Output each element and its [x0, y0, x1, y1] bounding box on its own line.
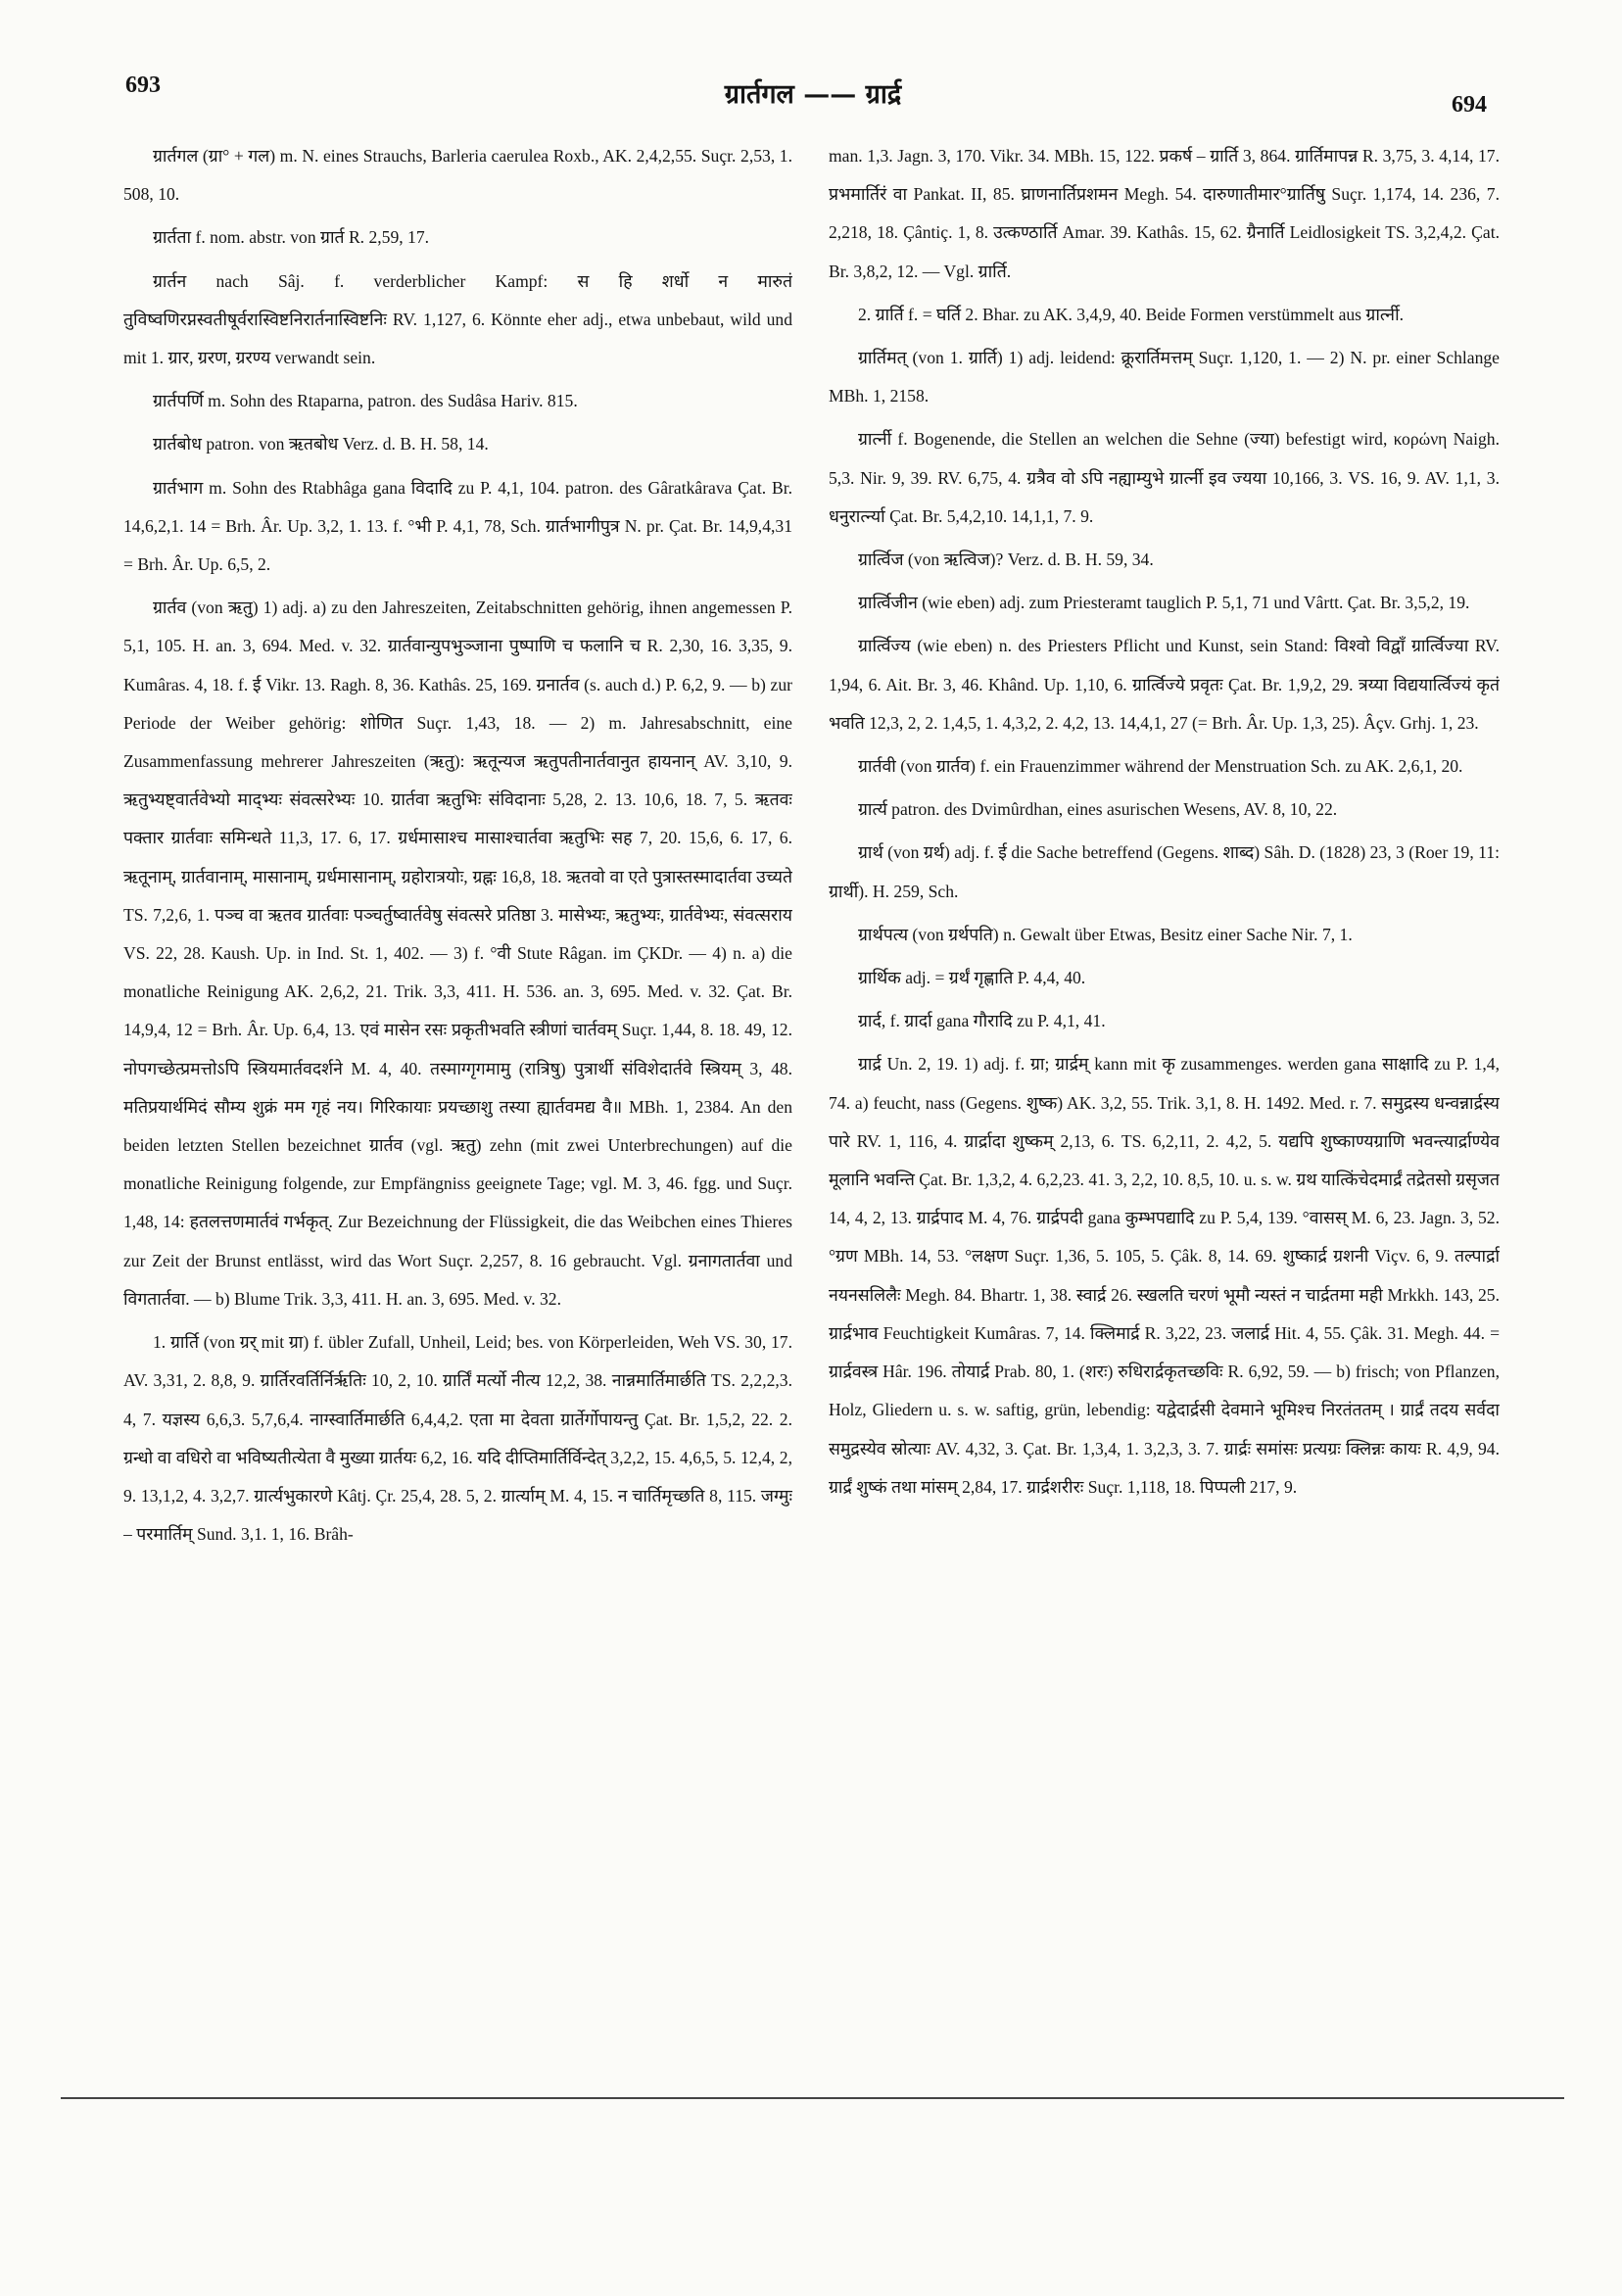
entry-paragraph: ग्रार्तता f. nom. abstr. von ग्रार्त R. 2,59, 17. — [153, 227, 430, 248]
entry-paragraph: man. 1,3. Jagn. 3, 170. Vikr. 34. MBh. 15, 122. प्रकर्ष – ग्रार्ति 3, 864. ग्रार्तिमापन्न R. 3,75, 3. 4,14, 17. प्रभमार्तिरं वा Pankat. II, 85. घ्राणनार्तिप्रशमन Megh. 54. दारुणातीमार°ग्रार्तिषु Suçr. 1,174, 14. 236, 7. 2,218, 18. Çântiç. 1, 8. उत्कण्ठार्ति Amar. 39. Kathâs. 15, 62. ग्रैनार्ति Leidlosigkeit TS. 3,2,4,2. Çat. Br. 3,8,2, 12. — Vgl. ग्रार्ति. — [829, 146, 1500, 281]
left-column — [123, 137, 792, 1959]
entry-paragraph: ग्रार्त्विज (von ऋत्विज)? Verz. d. B. H. 59, 34. — [858, 550, 1154, 570]
entry-paragraph: ग्रार्तिमत् (von 1. ग्रार्ति) 1) adj. leidend: क्रूरार्तिमत्तम् Suçr. 1,120, 1. — 2) N. pr. einer Schlange MBh. 1, 2158. — [829, 348, 1500, 407]
entry-paragraph: ग्रार्त्य patron. des Dvimûrdhan, eines asurischen Wesens, AV. 8, 10, 22. — [858, 799, 1338, 820]
entry-paragraph: ग्रार्तव (von ऋतु) 1) adj. a) zu den Jahreszeiten, Zeitabschnitten gehörig, ihnen angemessen P. 5,1, 105. H. an. 3, 694. Med. v. 32. ग्रार्तवान्युपभुञ्जाना पुष्पाणि च फलानि च R. 2,30, 16. 3,35, 9. Kumâras. 4, 18. f. ई Vikr. 13. Ragh. 8, 36. Kathâs. 25, 169. ग्रनार्तव (s. auch d.) P. 6,2, 9. — b) zur Periode der Weiber gehörig: शोणित Suçr. 1,43, 18. — 2) m. Jahresabschnitt, eine Zusammenfassung mehrerer Jahreszeiten (ऋतु): ऋतून्यज ऋतुपतीनार्तवानुत हायनान् AV. 3,10, 9. ऋतुभ्यष्ट्वार्तवेभ्यो माद्भ्यः संवत्सरेभ्यः 10. ग्रार्तवा ऋतुभिः संविदानाः 5,28, 2. 13. 10,6, 18. 7, 5. ऋतवः पक्तार ग्रार्तवाः समिन्धते 11,3, 17. 6, 17. ग्रर्धमासाश्च मासाश्चार्तवा ऋतुभिः सह 7, 20. 15,6, 6. 17, 6. ऋतूनाम्, ग्रार्तवानाम्, मासानाम्, ग्रर्धमासानाम्, ग्रहोरात्रयोः, ग्रह्नः 16,8, 18. ऋतवो वा एते पुत्रास्तस्मादार्तवा उच्यते TS. 7,2,6, 1. पञ्च वा ऋतव ग्रार्तवाः पञ्चर्तुष्वार्तवेषु संवत्सरे प्रतिष्ठा 3. मासेभ्यः, ऋतुभ्यः, ग्रार्तवेभ्यः, संवत्सराय VS. 22, 28. Kaush. Up. in Ind. St. 1, 402. — 3) f. °वी Stute Râgan. im ÇKDr. — 4) n. a) die monatliche Reinigung AK. 2,6,2, 21. Trik. 3,3, 411. H. 536. an. 3, 695. Med. v. 32. Çat. Br. 14,9,4, 12 = Brh. Âr. Up. 6,4, 13. एवं मासेन रसः प्रकृतीभवति स्त्रीणां चार्तवम् Suçr. 1,44, 8. 18. 49, 12. नोपगच्छेत्प्रमत्तोऽपि स्त्रियमार्तवदर्शने M. 4, 40. तस्माग्गृगमामु (रात्रिषु) पुत्रार्थी संविशेदार्तवे स्त्रियम् 3, 48. मतिप्रयार्थमिदं सौम्य शुक्रं मम गृहं नय। गिरिकायाः प्रयच्छाशु तस्या ह्यार्तवमद्य वै॥ MBh. 1, 2384. An den beiden letzten Stellen bezeichnet ग्रार्तव (vgl. ऋतु) zehn (mit zwei Unterbrechungen) auf die monatliche Reinigung folgende, zur Empfängniss geeignete Tage; vgl. M. 3, 46. fgg. und Suçr. 1,48, 14: हतलत्तणमार्तवं गर्भकृत्. Zur Bezeichnung der Flüssigkeit, die das Weibchen eines Thieres zur Zeit der Brunst entlässt, wird das Wort Suçr. 2,257, 8. 16 gebraucht. Vgl. ग्रनागतार्तवा und विगतार्तवा. — b) Blume Trik. 3,3, 411. H. an. 3, 695. Med. v. 32. — [123, 598, 792, 1309]
entry-paragraph: ग्रार्तपर्णि m. Sohn des Rtaparna, patron. des Sudâsa Hariv. 815. — [153, 391, 578, 411]
page-number-right: 694 — [1452, 92, 1487, 118]
page-number-left: 693 — [125, 72, 161, 98]
entry-paragraph: ग्रार्थिक adj. = ग्रर्थं गृह्णाति P. 4,4, 40. — [858, 968, 1086, 988]
entry-paragraph: ग्रार्त्विजीन (wie eben) adj. zum Priesteramt tauglich P. 5,1, 71 und Vârtt. Çat. Br. 3,5,2, 19. — [858, 593, 1470, 613]
right-column — [829, 137, 1500, 1959]
entry-paragraph: ग्रार्थ (von ग्रर्थ) adj. f. ई die Sache betreffend (Gegens. शाब्द) Sâh. D. (1828) 23, 3 (Roer 19, 11: ग्रार्थी). H. 259, Sch. — [829, 842, 1500, 901]
entry-paragraph: 1. ग्रार्ति (von ग्रर् mit ग्रा) f. übler Zufall, Unheil, Leid; bes. von Körperleiden, Weh VS. 30, 17. AV. 3,31, 2. 8,8, 9. ग्रार्तिरवर्तिर्निर्ऋतिः 10, 2, 10. ग्रार्तिं मर्त्यो नीत्य 12,2, 38. नान्नमार्तिमार्छति TS. 2,2,2,3. 4, 7. यज्ञस्य 6,6,3. 5,7,6,4. नाग्स्वार्तिमार्छति 6,4,4,2. एता मा देवता ग्रार्तेर्गोपायन्तु Çat. Br. 1,5,2, 22. 2. ग्रन्धो वा वधिरो वा भविष्यतीत्येता वै मुख्या ग्रार्तयः 6,2, 16. यदि दीप्तिमार्तिर्विन्देत् 3,2,2, 15. 4,6,5, 5. 12,4, 2, 9. 13,1,2, 4. 3,2,7. ग्रार्त्यभुकारणे Kâtj. Çr. 25,4, 28. 5, 2. ग्रार्त्याम् M. 4, 15. न चार्तिमृच्छति 8, 115. जग्मुः – परमार्तिम् Sund. 3,1. 1, 16. Brâh- — [123, 1332, 792, 1545]
entry-paragraph: ग्रार्तन nach Sâj. f. verderblicher Kampf: स हि शर्धो न मारुतं तुविष्वणिरप्नस्वतीषूर्वरास्विष्टनिरार्तनास्विष्टनिः RV. 1,127, 6. Könnte eher adj., etwa unbebaut, wild und mit 1. ग्रार, ग्ररण, ग्ररण्य verwandt sein. — [123, 270, 792, 368]
entry-paragraph: ग्रार्थपत्य (von ग्रर्थपति) n. Gewalt über Etwas, Besitz einer Sache Nir. 7, 1. — [858, 924, 1353, 944]
entry-paragraph: 2. ग्रार्ति f. = घर्ति 2. Bhar. zu AK. 3,4,9, 40. Beide Formen verstümmelt aus ग्रार्त्नी. — [858, 304, 1405, 324]
entry-paragraph: ग्रार्त्विज्य (wie eben) n. des Priesters Pflicht und Kunst, sein Stand: विश्वो विद्वाँ ग्रार्त्विज्या RV. 1,94, 6. Ait. Br. 3, 46. Khând. Up. 1,10, 6. ग्रार्त्विज्ये प्रवृतः Çat. Br. 1,9,2, 29. त्रय्या विद्ययार्त्विज्यं कृतं भवति 12,3, 2, 2. 1,4,5, 1. 4,3,2, 2. 4,2, 13. 14,4,1, 27 (= Brh. Âr. Up. 1,3, 25). Âçv. Grhj. 1, 23. — [829, 636, 1500, 733]
running-head: ग्रार्तगल —— ग्रार्द्र — [724, 79, 902, 110]
entry-paragraph: ग्रार्द, f. ग्रार्दा gana गौरादि zu P. 4,1, 41. — [858, 1011, 1106, 1031]
entry-paragraph: ग्रार्तबोध patron. von ऋतबोध Verz. d. B. H. 58, 14. — [153, 434, 489, 454]
entry-paragraph: ग्रार्तगल (ग्रा° + गल) m. N. eines Strauchs, Barleria caerulea Roxb., AK. 2,4,2,55. Suçr. 2,53, 1. 508, 10. — [123, 146, 792, 205]
entry-paragraph: ग्रार्तभाग m. Sohn des Rtabhâga gana विदादि zu P. 4,1, 104. patron. des Gâratkârava Çat. Br. 14,6,2,1. 14 = Brh. Âr. Up. 3,2, 1. 13. f. °भी P. 4,1, 78, Sch. ग्रार्तभागीपुत्र N. pr. Çat. Br. 14,9,4,31 = Brh. Âr. Up. 6,5, 2. — [123, 477, 792, 575]
entry-paragraph: ग्रार्तवी (von ग्रार्तव) f. ein Frauenzimmer während der Menstruation Sch. zu AK. 2,6,1, 20. — [858, 756, 1463, 777]
entry-paragraph: ग्रार्द्र Un. 2, 19. 1) adj. f. ग्रा; ग्रार्द्रम् kann mit कृ zusammenges. werden gana साक्षादि zu P. 1,4, 74. a) feucht, nass (Gegens. शुष्क) AK. 3,2, 55. Trik. 3,1, 8. H. 1492. Med. r. 7. समुद्रस्य धन्वन्नार्द्रस्य पारे RV. 1, 116, 4. ग्रार्द्रादा शुष्कम् 2,13, 6. TS. 6,2,11, 2. 4,2, 5. यद्यपि शुष्काण्यग्राणि भवन्त्यार्द्राण्येव मूलानि भवन्ति Çat. Br. 1,3,2, 4. 6,2,23. 41. 3, 2,2, 10. 8,5, 10. u. s. w. ग्रथ यात्किंचेदमार्द्रं तद्रेतसो ग्रसृजत 14, 4, 2, 13. ग्रार्द्रपाद M. 4, 76. ग्रार्द्रपदी gana कुम्भपद्यादि zu P. 5,4, 139. °वासस् M. 6, 23. Jagn. 3, 52. °ग्रण MBh. 14, 53. °लक्षण Suçr. 1,36, 5. 105, 5. Çâk. 8, 14. 69. शुष्कार्द्र ग्रशनी Viçv. 6, 9. तल्पार्द्रा नयनसलिलैः Megh. 84. Bhartr. 1, 38. स्वार्द्र 26. स्खलति चरणं भूमौ न्यस्तं न चार्द्रतमा मही Mrkkh. 143, 25. ग्रार्द्रभाव Feuchtigkeit Kumâras. 7, 14. क्लिमार्द्र R. 3,22, 23. जलार्द्र Hit. 4, 55. Çâk. 31. Megh. 44. = ग्रार्द्रवस्त्र Hâr. 196. तोयार्द्र Prab. 80, 1. (शरः) रुधिरार्द्रकृतच्छविः R. 6,92, 59. — b) frisch; von Pflanzen, Holz, Gliedern u. s. w. saftig, grün, lebendig: यद्वेदार्द्रसी देवमाने भूमिश्च निरतंततम् । ग्रार्द्रं तदय सर्वदा समुद्रस्येव स्रोत्याः AV. 4,32, 3. Çat. Br. 1,3,4, 1. 3,2,3, 3. 7. ग्रार्द्रः समांसः प्रत्यग्रः क्लिन्नः कायः R. 4,9, 94. ग्रार्द्रं शुष्कं तथा मांसम् 2,84, 17. ग्रार्द्रशरीरः Suçr. 1,118, 18. पिप्पली 217, 9. — [829, 1054, 1500, 1497]
entry-paragraph: ग्रार्त्नी f. Bogenende, die Stellen an welchen die Sehne (ज्या) befestigt wird, κορώνη Naigh. 5,3. Nir. 9, 39. RV. 6,75, 4. ग्रत्रैव वो ऽपि नह्याम्युभे ग्रार्त्नी इव ज्यया 10,166, 3. VS. 16, 9. AV. 1,1, 3. धनुरार्त्न्या Çat. Br. 5,4,2,10. 14,1,1, 7. 9. — [829, 429, 1500, 526]
footer-rule — [61, 2097, 1564, 2099]
